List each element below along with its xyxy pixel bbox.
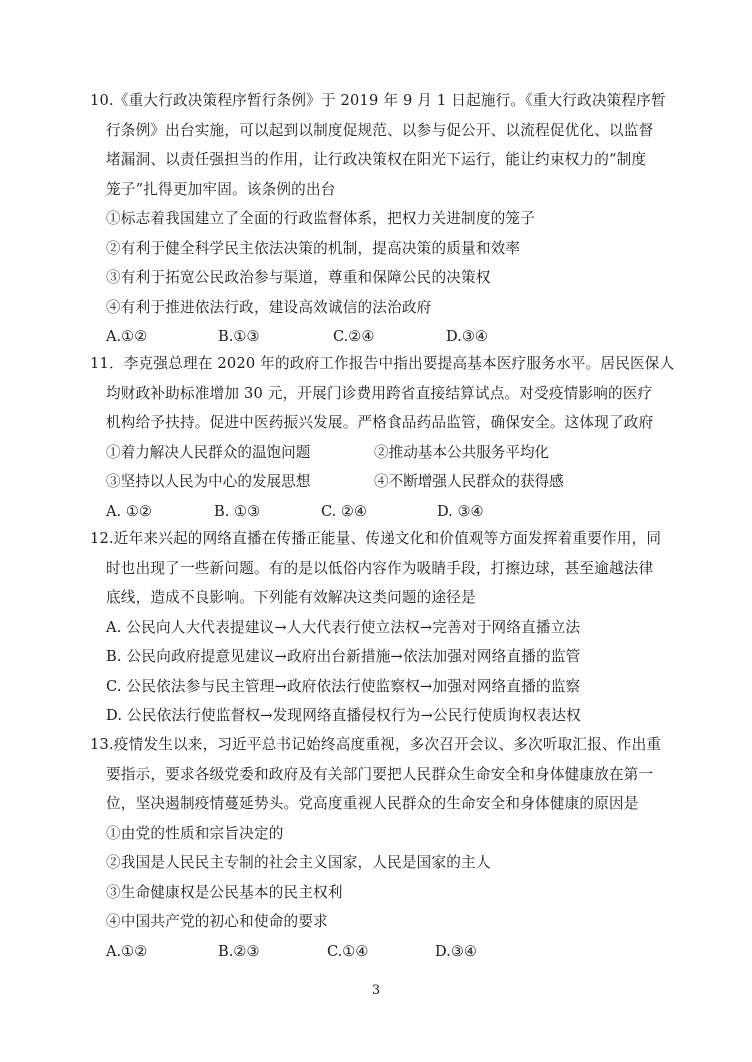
statement-item: ②有利于健全科学民主依法决策的机制，提高决策的质量和效率 bbox=[106, 239, 521, 257]
question-text-line: 笼子”扎得更加牢固。该条例的出台 bbox=[106, 180, 336, 198]
option-c: C. ②④ bbox=[321, 502, 368, 520]
statement-item: ①由党的性质和宗旨决定的 bbox=[106, 824, 284, 842]
question-12 bbox=[90, 524, 690, 731]
option-b: B.②③ bbox=[218, 942, 260, 960]
option-d: D.③④ bbox=[435, 942, 477, 960]
statement-pair bbox=[90, 467, 690, 497]
answer-options bbox=[90, 322, 690, 352]
question-10 bbox=[90, 86, 690, 352]
statement-item: ②我国是人民民主专制的社会主义国家，人民是国家的主人 bbox=[106, 854, 491, 871]
option-a: A.①② bbox=[106, 328, 148, 345]
question-text-line: 11．李克强总理在 2020 年的政府工作报告中指出要提高基本医疗服务水平。居民医保人 bbox=[90, 355, 675, 372]
statement-item: ①着力解决人民群众的温饱问题 bbox=[106, 443, 311, 461]
option-b: B.①③ bbox=[218, 328, 260, 345]
question-text-line: 位，坚决遏制疫情蔓延势头。党高度重视人民群众的生命安全和身体健康的原因是 bbox=[106, 795, 639, 812]
answer-option-d: D. 公民依法行使监督权→发现网络直播侵权行为→公民行使质询权表达权 bbox=[106, 707, 581, 724]
question-text-line: 机构给予扶持。促进中医药振兴发展。严格食品药品监管，确保安全。这体现了政府 bbox=[106, 414, 654, 431]
option-d: D.③④ bbox=[446, 328, 488, 345]
question-text-line: 要指示，要求各级党委和政府及有关部门要把人民群众生命安全和身体健康放在第一 bbox=[106, 765, 654, 783]
statement-item: ③生命健康权是公民基本的民主权利 bbox=[106, 883, 343, 901]
statement-item: ④不断增强人民群众的获得感 bbox=[374, 473, 564, 490]
statement-item: ④有利于推进依法行政，建设高效诚信的法治政府 bbox=[106, 298, 432, 316]
answer-option-a: A. 公民向人大代表提建议→人大代表行使立法权→完善对于网络直播立法 bbox=[106, 618, 581, 636]
question-11 bbox=[90, 349, 690, 526]
answer-options bbox=[90, 937, 690, 967]
statement-item: ①标志着我国建立了全面的行政监督体系，把权力关进制度的笼子 bbox=[106, 210, 536, 227]
statement-item: ②推动基本公共服务平均化 bbox=[374, 443, 550, 461]
option-c: C.②④ bbox=[333, 328, 375, 345]
page-number: 3 bbox=[371, 983, 381, 998]
statement-item: ④中国共产党的初心和使命的要求 bbox=[106, 913, 328, 930]
question-text-line: 行条例》出台实施，可以起到以制度促规范、以参与促公开、以流程促优化、以监督 bbox=[106, 121, 654, 139]
statement-item: ③有利于拓宽公民政治参与渠道，尊重和保障公民的决策权 bbox=[106, 269, 491, 286]
question-text-line: 均财政补助标准增加 30 元，开展门诊费用跨省直接结算试点。对受疫情影响的医疗 bbox=[106, 384, 653, 402]
question-text-line: 10.《重大行政决策程序暂行条例》于 2019 年 9 月 1 日起施行。《重大行政决策程序暂 bbox=[90, 92, 666, 109]
question-text-line: 时也出现了一些新问题。有的是以低俗内容作为吸睛手段，打擦边球，甚至逾越法律 bbox=[106, 559, 654, 577]
answer-option-b: B. 公民向政府提意见建议→政府出台新措施→依法加强对网络直播的监管 bbox=[106, 648, 581, 665]
statement-pair bbox=[90, 438, 690, 468]
statement-item: ③坚持以人民为中心的发展思想 bbox=[106, 473, 311, 490]
option-a: A. ①② bbox=[106, 502, 152, 520]
question-13 bbox=[90, 730, 690, 966]
question-text-line: 13.疫情发生以来，习近平总书记始终高度重视，多次召开会议、多次听取汇报、作出重 bbox=[90, 736, 662, 753]
question-text-line: 堵漏洞、以责任强担当的作用，让行政决策权在阳光下运行，能让约束权力的“制度 bbox=[106, 151, 647, 168]
answer-options bbox=[90, 497, 690, 527]
question-text-line: 12.近年来兴起的网络直播在传播正能量、传递文化和价值观等方面发挥着重要作用，同 bbox=[90, 530, 662, 547]
option-d: D. ③④ bbox=[437, 502, 484, 520]
answer-option-c: C. 公民依法参与民主管理→政府依法行使监察权→加强对网络直播的监察 bbox=[106, 677, 581, 695]
option-a: A.①② bbox=[106, 942, 148, 960]
question-text-line: 底线，造成不良影响。下列能有效解决这类问题的途径是 bbox=[106, 589, 476, 606]
option-c: C.①④ bbox=[327, 942, 369, 960]
option-b: B. ①③ bbox=[214, 502, 261, 520]
